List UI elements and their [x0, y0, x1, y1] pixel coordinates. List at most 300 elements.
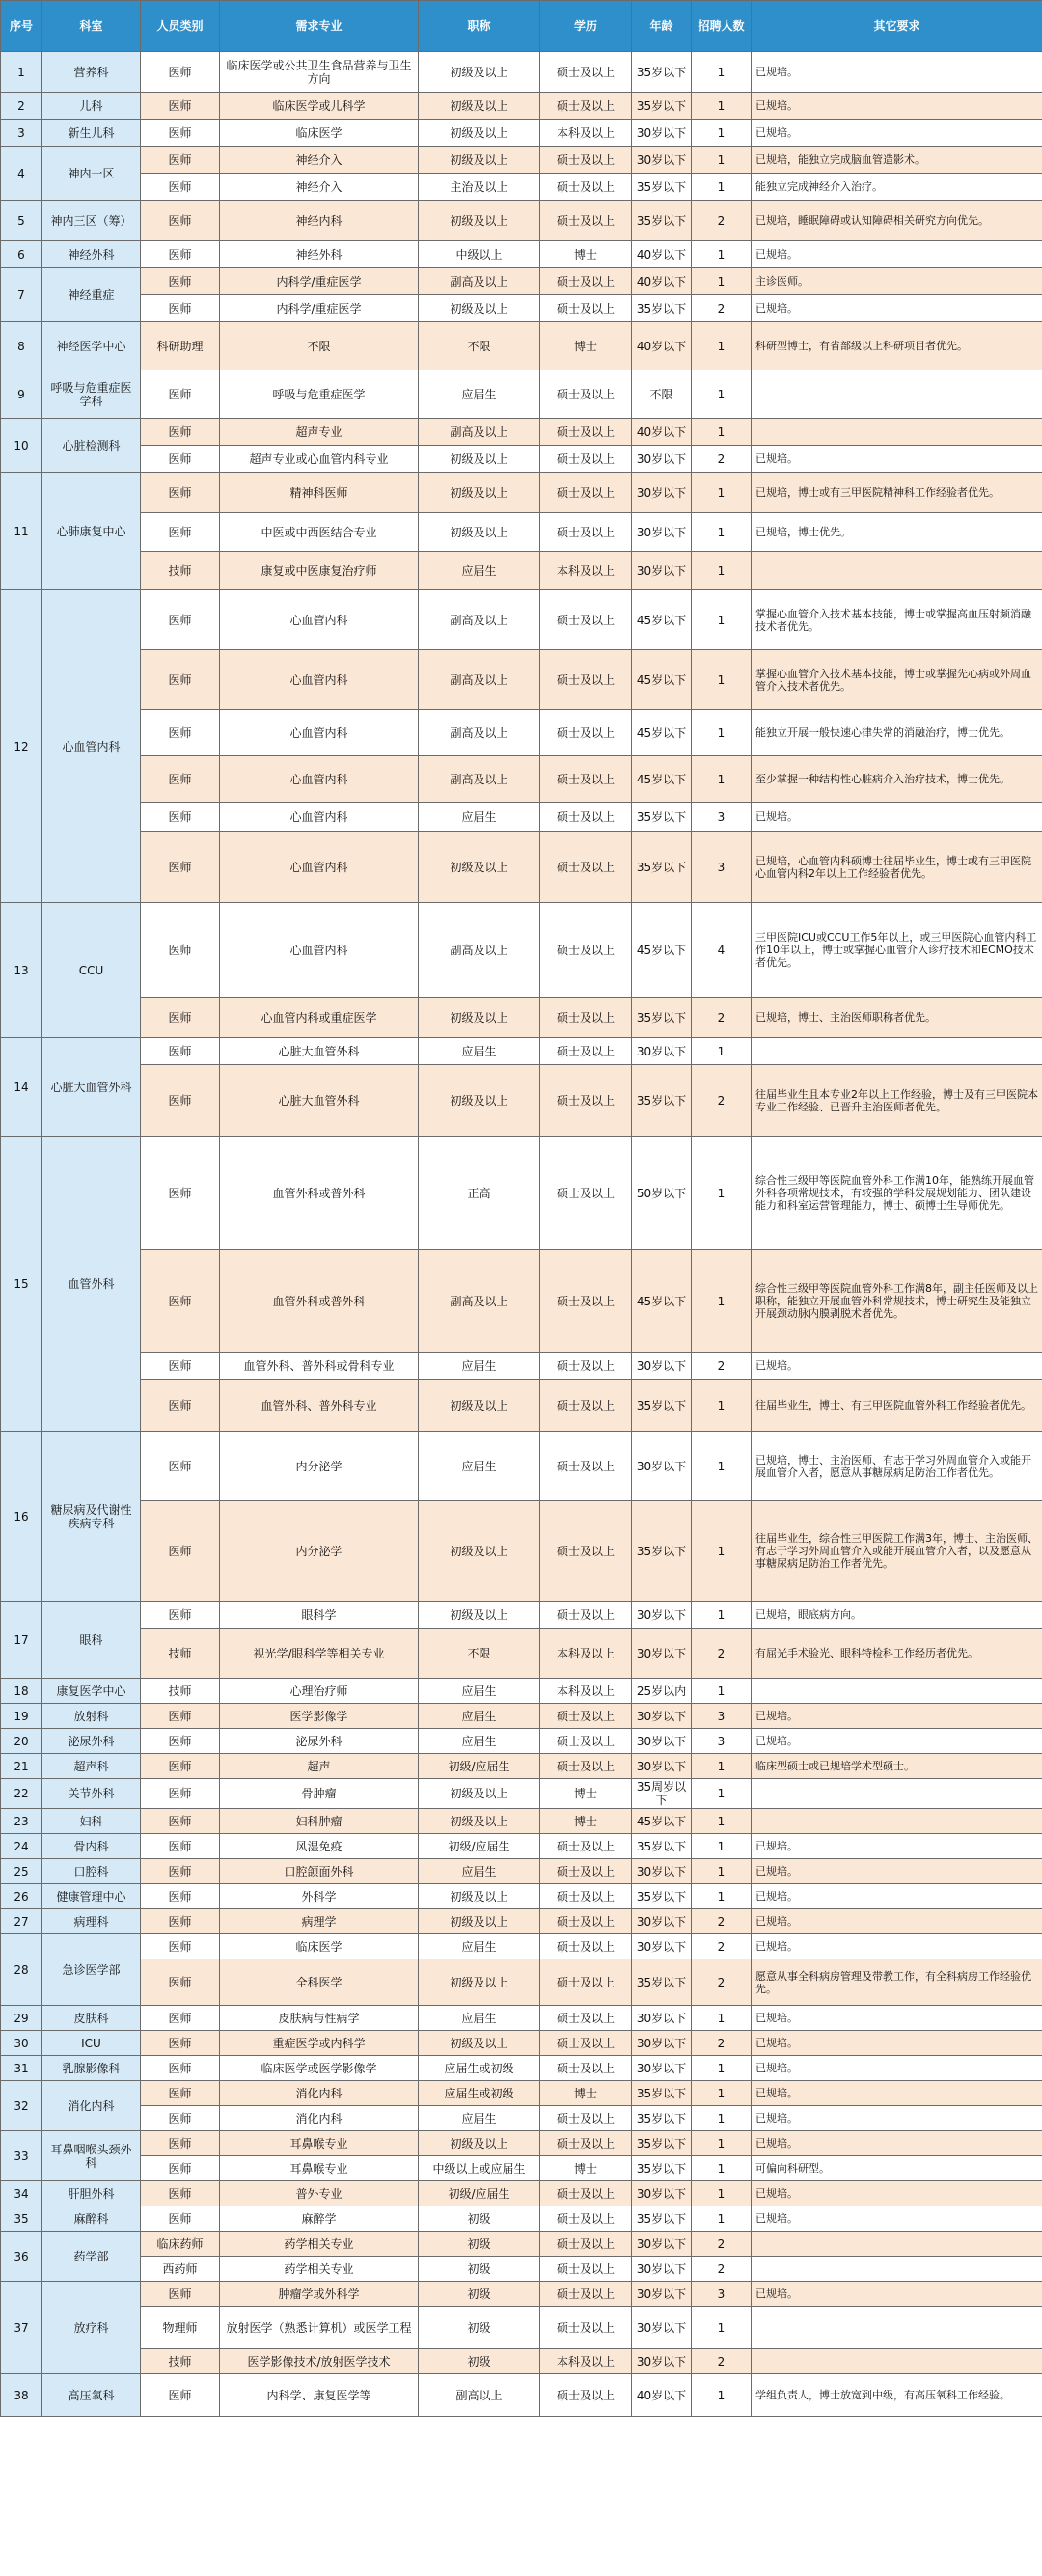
table-row — [1, 2282, 1042, 2307]
row-number-cell: 8 — [1, 322, 42, 370]
age-cell: 30岁以下 — [632, 2257, 692, 2282]
education-cell: 硕士及以上 — [540, 473, 632, 513]
table-row — [1, 1629, 1042, 1679]
specialty-cell: 心理治疗师 — [220, 1679, 419, 1704]
staff-type-cell: 医师 — [141, 998, 220, 1038]
staff-type-cell: 医师 — [141, 2081, 220, 2106]
table-row — [1, 52, 1042, 93]
headcount-cell: 3 — [692, 1704, 752, 1729]
table-row — [1, 1704, 1042, 1729]
specialty-cell: 临床医学或医学影像学 — [220, 2056, 419, 2081]
table-row — [1, 201, 1042, 241]
specialty-cell: 骨肿瘤 — [220, 1779, 419, 1809]
specialty-cell: 心脏大血管外科 — [220, 1038, 419, 1065]
table-row — [1, 473, 1042, 513]
headcount-cell: 1 — [692, 513, 752, 552]
headcount-cell: 2 — [692, 1934, 752, 1959]
education-cell: 硕士及以上 — [540, 1038, 632, 1065]
department-cell: 病理科 — [42, 1909, 141, 1934]
requirements-cell: 愿意从事全科病房管理及带教工作，有全科病房工作经验优先。 — [752, 1959, 1042, 2006]
education-cell: 硕士及以上 — [540, 1380, 632, 1432]
age-cell: 35岁以下 — [632, 1959, 692, 2006]
row-number-cell: 5 — [1, 201, 42, 241]
education-cell: 硕士及以上 — [540, 1250, 632, 1353]
title-cell: 初级及以上 — [419, 1602, 540, 1629]
title-cell: 应届生 — [419, 1038, 540, 1065]
table-row — [1, 1909, 1042, 1934]
age-cell: 35岁以下 — [632, 52, 692, 93]
staff-type-cell: 医师 — [141, 120, 220, 147]
headcount-cell: 1 — [692, 650, 752, 710]
title-cell: 中级以上或应届生 — [419, 2156, 540, 2181]
title-cell: 初级及以上 — [419, 2131, 540, 2156]
row-number-cell: 27 — [1, 1909, 42, 1934]
department-cell: 耳鼻咽喉头颈外科 — [42, 2131, 141, 2181]
staff-type-cell: 医师 — [141, 52, 220, 93]
staff-type-cell: 医师 — [141, 1779, 220, 1809]
age-cell: 45岁以下 — [632, 650, 692, 710]
table-row — [1, 2156, 1042, 2181]
education-cell: 硕士及以上 — [540, 756, 632, 803]
headcount-cell: 1 — [692, 2156, 752, 2181]
age-cell: 30岁以下 — [632, 2349, 692, 2374]
table-row — [1, 174, 1042, 201]
staff-type-cell: 医师 — [141, 1959, 220, 2006]
age-cell: 30岁以下 — [632, 1432, 692, 1501]
requirements-cell: 已规培，博士、主治医师职称者优先。 — [752, 998, 1042, 1038]
age-cell: 35岁以下 — [632, 2156, 692, 2181]
table-row — [1, 2206, 1042, 2232]
education-cell: 博士 — [540, 2156, 632, 2181]
staff-type-cell: 医师 — [141, 2131, 220, 2156]
specialty-cell: 血管外科、普外科专业 — [220, 1380, 419, 1432]
staff-type-cell: 医师 — [141, 1137, 220, 1250]
specialty-cell: 内科学、康复医学等 — [220, 2374, 419, 2417]
requirements-cell: 能独立完成神经介入治疗。 — [752, 174, 1042, 201]
title-cell: 应届生 — [419, 1432, 540, 1501]
headcount-cell: 1 — [692, 370, 752, 419]
department-cell: 心脏大血管外科 — [42, 1038, 141, 1137]
table-row — [1, 2257, 1042, 2282]
headcount-cell: 1 — [692, 590, 752, 650]
requirements-cell: 已规培。 — [752, 1353, 1042, 1380]
age-cell: 35岁以下 — [632, 1884, 692, 1909]
age-cell: 30岁以下 — [632, 147, 692, 174]
requirements-cell — [752, 2257, 1042, 2282]
age-cell: 35岁以下 — [632, 1501, 692, 1602]
title-cell: 初级及以上 — [419, 1959, 540, 2006]
requirements-cell — [752, 2232, 1042, 2257]
staff-type-cell: 医师 — [141, 1065, 220, 1137]
specialty-cell: 血管外科或普外科 — [220, 1137, 419, 1250]
title-cell: 初级 — [419, 2206, 540, 2232]
requirements-cell: 已规培。 — [752, 1859, 1042, 1884]
age-cell: 30岁以下 — [632, 2181, 692, 2206]
age-cell: 35岁以下 — [632, 2206, 692, 2232]
title-cell: 初级 — [419, 2349, 540, 2374]
specialty-cell: 神经介入 — [220, 174, 419, 201]
department-cell: 急诊医学部 — [42, 1934, 141, 2006]
headcount-cell: 1 — [692, 2006, 752, 2031]
age-cell: 30岁以下 — [632, 2056, 692, 2081]
title-cell: 初级及以上 — [419, 295, 540, 322]
headcount-cell: 1 — [692, 2206, 752, 2232]
education-cell: 硕士及以上 — [540, 650, 632, 710]
department-cell: 心脏检测科 — [42, 419, 141, 473]
requirements-cell: 已规培。 — [752, 2081, 1042, 2106]
requirements-cell: 已规培。 — [752, 1909, 1042, 1934]
staff-type-cell: 医师 — [141, 295, 220, 322]
table-row — [1, 419, 1042, 446]
table-row — [1, 650, 1042, 710]
department-cell: 超声科 — [42, 1754, 141, 1779]
requirements-cell: 科研型博士，有省部级以上科研项目者优先。 — [752, 322, 1042, 370]
age-cell: 30岁以下 — [632, 1729, 692, 1754]
table-row — [1, 513, 1042, 552]
education-cell: 本科及以上 — [540, 552, 632, 590]
requirements-cell: 三甲医院ICU或CCU工作5年以上，或三甲医院心血管内科工作10年以上，博士或掌握心血管介入诊疗技术和ECMO技术者优先。 — [752, 903, 1042, 998]
requirements-cell: 已规培。 — [752, 2206, 1042, 2232]
staff-type-cell: 医师 — [141, 2106, 220, 2131]
staff-type-cell: 医师 — [141, 2006, 220, 2031]
age-cell: 45岁以下 — [632, 710, 692, 756]
specialty-cell: 内分泌学 — [220, 1432, 419, 1501]
specialty-cell: 神经内科 — [220, 201, 419, 241]
requirements-cell: 至少掌握一种结构性心脏病介入治疗技术，博士优先。 — [752, 756, 1042, 803]
specialty-cell: 超声专业或心血管内科专业 — [220, 446, 419, 473]
staff-type-cell: 医师 — [141, 2031, 220, 2056]
department-cell: 儿科 — [42, 93, 141, 120]
department-cell: 妇科 — [42, 1809, 141, 1834]
education-cell: 本科及以上 — [540, 1679, 632, 1704]
staff-type-cell: 技师 — [141, 1679, 220, 1704]
row-number-cell: 1 — [1, 52, 42, 93]
row-number-cell: 19 — [1, 1704, 42, 1729]
headcount-cell: 1 — [692, 710, 752, 756]
title-cell: 副高及以上 — [419, 903, 540, 998]
requirements-cell: 已规培。 — [752, 803, 1042, 832]
age-cell: 30岁以下 — [632, 2006, 692, 2031]
age-cell: 25岁以内 — [632, 1679, 692, 1704]
department-cell: 心肺康复中心 — [42, 473, 141, 590]
age-cell: 30岁以下 — [632, 1859, 692, 1884]
table-row — [1, 1834, 1042, 1859]
staff-type-cell: 医师 — [141, 756, 220, 803]
department-cell: 放疗科 — [42, 2282, 141, 2374]
headcount-cell: 1 — [692, 1432, 752, 1501]
specialty-cell: 中医或中西医结合专业 — [220, 513, 419, 552]
requirements-cell: 已规培，博士或有三甲医院精神科工作经验者优先。 — [752, 473, 1042, 513]
requirements-cell: 往届毕业生，博士、有三甲医院血管外科工作经验者优先。 — [752, 1380, 1042, 1432]
requirements-cell: 已规培，睡眠障碍或认知障碍相关研究方向优先。 — [752, 201, 1042, 241]
specialty-cell: 不限 — [220, 322, 419, 370]
table-row — [1, 803, 1042, 832]
age-cell: 30岁以下 — [632, 1602, 692, 1629]
requirements-cell: 已规培。 — [752, 1729, 1042, 1754]
headcount-cell: 1 — [692, 2181, 752, 2206]
row-number-cell: 28 — [1, 1934, 42, 2006]
department-cell: 神经外科 — [42, 241, 141, 268]
row-number-cell: 6 — [1, 241, 42, 268]
headcount-cell: 2 — [692, 446, 752, 473]
header-title: 职称 — [419, 1, 540, 52]
requirements-cell: 已规培，心血管内科硕博士往届毕业生，博士或有三甲医院心血管内科2年以上工作经验者优先。 — [752, 832, 1042, 903]
title-cell: 初级及以上 — [419, 832, 540, 903]
age-cell: 40岁以下 — [632, 241, 692, 268]
education-cell: 硕士及以上 — [540, 1909, 632, 1934]
specialty-cell: 耳鼻喉专业 — [220, 2131, 419, 2156]
title-cell: 初级及以上 — [419, 1501, 540, 1602]
age-cell: 30岁以下 — [632, 2282, 692, 2307]
headcount-cell: 4 — [692, 903, 752, 998]
department-cell: 麻醉科 — [42, 2206, 141, 2232]
staff-type-cell: 医师 — [141, 1909, 220, 1934]
staff-type-cell: 医师 — [141, 1501, 220, 1602]
department-cell: CCU — [42, 903, 141, 1038]
age-cell: 35岁以下 — [632, 201, 692, 241]
table-row — [1, 2081, 1042, 2106]
headcount-cell: 2 — [692, 2232, 752, 2257]
education-cell: 硕士及以上 — [540, 1065, 632, 1137]
staff-type-cell: 医师 — [141, 2374, 220, 2417]
age-cell: 40岁以下 — [632, 322, 692, 370]
row-number-cell: 25 — [1, 1859, 42, 1884]
row-number-cell: 16 — [1, 1432, 42, 1602]
requirements-cell: 已规培。 — [752, 446, 1042, 473]
requirements-cell: 已规培。 — [752, 2282, 1042, 2307]
table-row — [1, 295, 1042, 322]
specialty-cell: 全科医学 — [220, 1959, 419, 2006]
specialty-cell: 临床医学或公共卫生食品营养与卫生方向 — [220, 52, 419, 93]
age-cell: 35岁以下 — [632, 803, 692, 832]
education-cell: 硕士及以上 — [540, 52, 632, 93]
staff-type-cell: 医师 — [141, 2282, 220, 2307]
headcount-cell: 2 — [692, 1959, 752, 2006]
staff-type-cell: 医师 — [141, 832, 220, 903]
table-row — [1, 903, 1042, 998]
table-row — [1, 93, 1042, 120]
table-row — [1, 1679, 1042, 1704]
specialty-cell: 口腔颌面外科 — [220, 1859, 419, 1884]
row-number-cell: 11 — [1, 473, 42, 590]
headcount-cell: 2 — [692, 1909, 752, 1934]
title-cell: 初级及以上 — [419, 201, 540, 241]
header-staff-type: 人员类别 — [141, 1, 220, 52]
education-cell: 硕士及以上 — [540, 2181, 632, 2206]
table-row — [1, 710, 1042, 756]
specialty-cell: 消化内科 — [220, 2106, 419, 2131]
row-number-cell: 32 — [1, 2081, 42, 2131]
requirements-cell: 已规培。 — [752, 120, 1042, 147]
table-row — [1, 1380, 1042, 1432]
table-row — [1, 2131, 1042, 2156]
department-cell: ICU — [42, 2031, 141, 2056]
education-cell: 硕士及以上 — [540, 1834, 632, 1859]
department-cell: 新生儿科 — [42, 120, 141, 147]
specialty-cell: 神经介入 — [220, 147, 419, 174]
specialty-cell: 麻醉学 — [220, 2206, 419, 2232]
specialty-cell: 心血管内科 — [220, 710, 419, 756]
headcount-cell: 3 — [692, 803, 752, 832]
title-cell: 初级及以上 — [419, 513, 540, 552]
department-cell: 心血管内科 — [42, 590, 141, 903]
requirements-cell: 已规培。 — [752, 2031, 1042, 2056]
specialty-cell: 临床医学 — [220, 120, 419, 147]
title-cell: 应届生 — [419, 2106, 540, 2131]
age-cell: 45岁以下 — [632, 1250, 692, 1353]
row-number-cell: 21 — [1, 1754, 42, 1779]
education-cell: 博士 — [540, 2081, 632, 2106]
age-cell: 30岁以下 — [632, 1754, 692, 1779]
requirements-cell: 已规培，眼底病方向。 — [752, 1602, 1042, 1629]
requirements-cell: 已规培。 — [752, 1884, 1042, 1909]
staff-type-cell: 医师 — [141, 803, 220, 832]
title-cell: 正高 — [419, 1137, 540, 1250]
title-cell: 初级及以上 — [419, 1380, 540, 1432]
row-number-cell: 23 — [1, 1809, 42, 1834]
table-row — [1, 1250, 1042, 1353]
table-row — [1, 2374, 1042, 2417]
age-cell: 35岁以下 — [632, 2106, 692, 2131]
requirements-cell — [752, 552, 1042, 590]
title-cell: 副高及以上 — [419, 710, 540, 756]
table-row — [1, 552, 1042, 590]
education-cell: 硕士及以上 — [540, 2232, 632, 2257]
age-cell: 30岁以下 — [632, 446, 692, 473]
table-row — [1, 2307, 1042, 2349]
department-cell: 关节外科 — [42, 1779, 141, 1809]
table-row — [1, 1038, 1042, 1065]
requirements-cell: 有屈光手术验光、眼科特检科工作经历者优先。 — [752, 1629, 1042, 1679]
header-headcount: 招聘人数 — [692, 1, 752, 52]
requirements-cell: 已规培。 — [752, 295, 1042, 322]
requirements-cell: 综合性三级甲等医院血管外科工作满8年，副主任医师及以上职称，能独立开展血管外科常规技术，博士研究生及能独立开展颈动脉内膜剥脱术者优先。 — [752, 1250, 1042, 1353]
title-cell: 初级及以上 — [419, 473, 540, 513]
title-cell: 初级及以上 — [419, 1884, 540, 1909]
staff-type-cell: 医师 — [141, 1934, 220, 1959]
title-cell: 应届生 — [419, 552, 540, 590]
title-cell: 初级及以上 — [419, 93, 540, 120]
title-cell: 中级以上 — [419, 241, 540, 268]
row-number-cell: 36 — [1, 2232, 42, 2282]
specialty-cell: 外科学 — [220, 1884, 419, 1909]
row-number-cell: 30 — [1, 2031, 42, 2056]
specialty-cell: 超声专业 — [220, 419, 419, 446]
department-cell: 泌尿外科 — [42, 1729, 141, 1754]
row-number-cell: 24 — [1, 1834, 42, 1859]
row-number-cell: 13 — [1, 903, 42, 1038]
specialty-cell: 视光学/眼科学等相关专业 — [220, 1629, 419, 1679]
title-cell: 主治及以上 — [419, 174, 540, 201]
specialty-cell: 泌尿外科 — [220, 1729, 419, 1754]
specialty-cell: 心血管内科或重症医学 — [220, 998, 419, 1038]
department-cell: 肝胆外科 — [42, 2181, 141, 2206]
headcount-cell: 1 — [692, 1859, 752, 1884]
age-cell: 45岁以下 — [632, 903, 692, 998]
staff-type-cell: 医师 — [141, 1834, 220, 1859]
requirements-cell: 掌握心血管介入技术基本技能，博士或掌握高血压射频消融技术者优先。 — [752, 590, 1042, 650]
headcount-cell: 1 — [692, 2056, 752, 2081]
age-cell: 35岁以下 — [632, 2131, 692, 2156]
headcount-cell: 3 — [692, 1729, 752, 1754]
requirements-cell — [752, 1679, 1042, 1704]
age-cell: 35岁以下 — [632, 1834, 692, 1859]
specialty-cell: 神经外科 — [220, 241, 419, 268]
requirements-cell: 已规培。 — [752, 1834, 1042, 1859]
department-cell: 呼吸与危重症医学科 — [42, 370, 141, 419]
department-cell: 健康管理中心 — [42, 1884, 141, 1909]
row-number-cell: 12 — [1, 590, 42, 903]
department-cell: 口腔科 — [42, 1859, 141, 1884]
specialty-cell: 超声 — [220, 1754, 419, 1779]
education-cell: 硕士及以上 — [540, 446, 632, 473]
education-cell: 硕士及以上 — [540, 998, 632, 1038]
requirements-cell: 已规培。 — [752, 1934, 1042, 1959]
title-cell: 初级 — [419, 2282, 540, 2307]
department-cell: 高压氧科 — [42, 2374, 141, 2417]
table-row — [1, 832, 1042, 903]
table-row — [1, 241, 1042, 268]
title-cell: 副高以上 — [419, 2374, 540, 2417]
row-number-cell: 7 — [1, 268, 42, 322]
table-row — [1, 1754, 1042, 1779]
requirements-cell — [752, 419, 1042, 446]
staff-type-cell: 医师 — [141, 1602, 220, 1629]
requirements-cell: 已规培。 — [752, 93, 1042, 120]
headcount-cell: 2 — [692, 1353, 752, 1380]
specialty-cell: 医学影像技术/放射医学技术 — [220, 2349, 419, 2374]
specialty-cell: 肿瘤学或外科学 — [220, 2282, 419, 2307]
requirements-cell: 已规培。 — [752, 1704, 1042, 1729]
staff-type-cell: 医师 — [141, 1704, 220, 1729]
staff-type-cell: 医师 — [141, 1432, 220, 1501]
title-cell: 初级及以上 — [419, 1909, 540, 1934]
staff-type-cell: 医师 — [141, 1754, 220, 1779]
staff-type-cell: 医师 — [141, 650, 220, 710]
specialty-cell: 精神科医师 — [220, 473, 419, 513]
education-cell: 硕士及以上 — [540, 1353, 632, 1380]
title-cell: 初级 — [419, 2307, 540, 2349]
education-cell: 硕士及以上 — [540, 1934, 632, 1959]
headcount-cell: 1 — [692, 2307, 752, 2349]
table-row — [1, 1859, 1042, 1884]
specialty-cell: 医学影像学 — [220, 1704, 419, 1729]
specialty-cell: 心血管内科 — [220, 803, 419, 832]
requirements-cell: 已规培。 — [752, 2131, 1042, 2156]
education-cell: 本科及以上 — [540, 120, 632, 147]
age-cell: 35岁以下 — [632, 998, 692, 1038]
row-number-cell: 14 — [1, 1038, 42, 1137]
department-cell: 消化内科 — [42, 2081, 141, 2131]
staff-type-cell: 医师 — [141, 1380, 220, 1432]
table-header — [1, 1, 1042, 52]
table-row — [1, 2181, 1042, 2206]
education-cell: 本科及以上 — [540, 1629, 632, 1679]
staff-type-cell: 医师 — [141, 446, 220, 473]
age-cell: 30岁以下 — [632, 1629, 692, 1679]
age-cell: 35岁以下 — [632, 93, 692, 120]
staff-type-cell: 医师 — [141, 268, 220, 295]
education-cell: 硕士及以上 — [540, 419, 632, 446]
title-cell: 不限 — [419, 1629, 540, 1679]
age-cell: 45岁以下 — [632, 590, 692, 650]
table-row — [1, 1432, 1042, 1501]
specialty-cell: 血管外科、普外科或骨科专业 — [220, 1353, 419, 1380]
title-cell: 初级及以上 — [419, 120, 540, 147]
education-cell: 本科及以上 — [540, 2349, 632, 2374]
title-cell: 初级及以上 — [419, 998, 540, 1038]
headcount-cell: 1 — [692, 1602, 752, 1629]
